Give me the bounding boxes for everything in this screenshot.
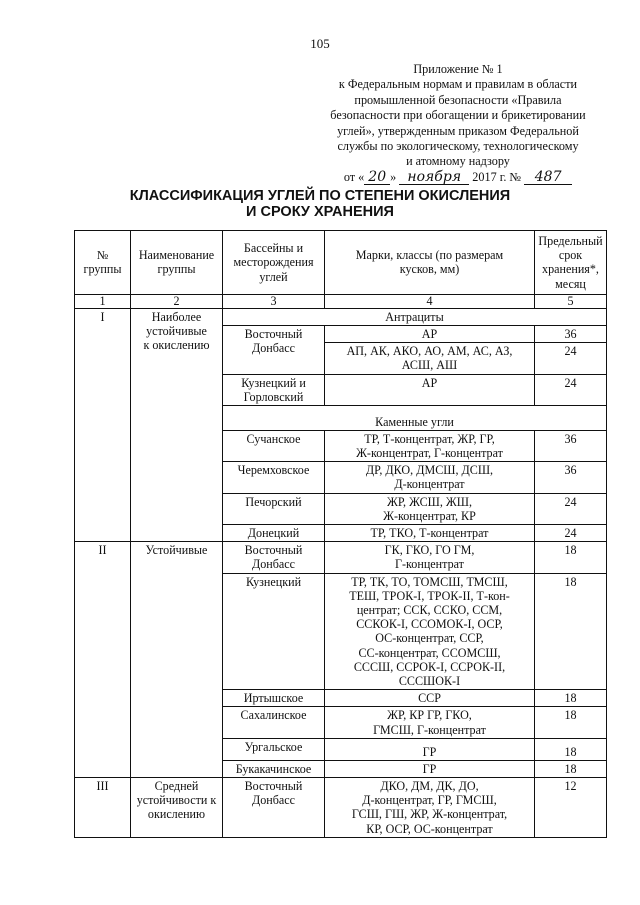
marks-cell: ДР, ДКО, ДМСШ, ДСШ, Д-концентрат: [325, 462, 535, 493]
basin-cell: Букакачинское: [223, 760, 325, 777]
coal-classification-table: [74, 230, 607, 838]
group-name: Наиболее устойчивые к окислению: [131, 308, 223, 541]
header-basin: Бассейны и месторождения углей: [223, 231, 325, 295]
handwritten-day: 20: [364, 171, 390, 185]
marks-cell: ЖР, ЖСШ, ЖШ, Ж-концентрат, КР: [325, 493, 535, 524]
marks-cell: АР: [325, 374, 535, 405]
basin-cell: Восточный Донбасс: [223, 778, 325, 838]
term-cell: 24: [535, 493, 607, 524]
appendix-line: углей», утвержденным приказом Федеральной: [337, 123, 579, 138]
header-marks: Марки, классы (по размерам кусков, мм): [325, 231, 535, 295]
appendix-line: и атомному надзору: [406, 154, 510, 169]
term-cell: 18: [535, 573, 607, 690]
basin-cell: Кузнецкий и Горловский: [223, 374, 325, 405]
date-mid: »: [390, 169, 397, 184]
column-number: 5: [535, 294, 607, 308]
marks-cell: ГК, ГКО, ГО ГМ, Г-концентрат: [325, 542, 535, 573]
marks-cell: ГР: [325, 760, 535, 777]
term-cell: 18: [535, 738, 607, 760]
appendix-line: промышленной безопасности «Правила: [354, 92, 562, 107]
marks-cell: ТР, ТКО, Т-концентрат: [325, 524, 535, 541]
marks-cell: ДКО, ДМ, ДК, ДО, Д-концентрат, ГР, ГМСШ, ГСШ, ГШ, ЖР, Ж-концентрат, КР, ОСР, ОС-концентрат: [325, 778, 535, 838]
term-cell: 18: [535, 542, 607, 573]
table-row: [75, 778, 607, 838]
term-cell: 36: [535, 326, 607, 343]
column-number-row: [75, 294, 607, 308]
title-line-2: И СРОКУ ХРАНЕНИЯ: [246, 204, 394, 220]
column-number: 1: [75, 294, 131, 308]
basin-cell: Восточный Донбасс: [223, 542, 325, 573]
marks-cell: АП, АК, АКО, АО, АМ, АС, АЗ, АСШ, АШ: [325, 343, 535, 374]
basin-cell: Сахалинское: [223, 707, 325, 738]
handwritten-month: ноября: [399, 171, 469, 185]
date-prefix: от «: [343, 169, 365, 184]
table-header-row: [75, 231, 607, 295]
basin-cell: Сучанское: [223, 430, 325, 461]
title-line-1: КЛАССИФИКАЦИЯ УГЛЕЙ ПО СТЕПЕНИ ОКИСЛЕНИЯ: [129, 188, 511, 204]
group-number: III: [75, 778, 131, 838]
marks-cell: АР: [325, 326, 535, 343]
marks-cell: ГР: [325, 738, 535, 760]
coal-category: Каменные угли: [223, 414, 607, 431]
term-cell: 24: [535, 524, 607, 541]
term-cell: 36: [535, 430, 607, 461]
handwritten-order-number: 487: [524, 171, 572, 185]
appendix-block: [318, 62, 598, 185]
basin-cell: Печорский: [223, 493, 325, 524]
group-name: Устойчивые: [131, 542, 223, 778]
header-storage-term: Предельный срок хранения*, месяц: [535, 231, 607, 295]
coal-category: Антрациты: [223, 308, 607, 325]
date-year: 2017 г. №: [472, 169, 522, 184]
header-group-number: № группы: [75, 231, 131, 295]
appendix-line: к Федеральным нормам и правилам в области: [338, 77, 578, 92]
group-number: II: [75, 542, 131, 778]
basin-cell: Восточный Донбасс: [223, 326, 325, 375]
term-cell: 18: [535, 707, 607, 738]
page-number: 105: [310, 36, 330, 51]
term-cell: 18: [535, 760, 607, 777]
basin-cell: Донецкий: [223, 524, 325, 541]
table-row: [75, 308, 607, 325]
basin-cell: Кузнецкий: [223, 573, 325, 690]
appendix-line: безопасности при обогащении и брикетировании: [330, 108, 586, 123]
order-date-line: [318, 170, 598, 185]
column-number: 4: [325, 294, 535, 308]
term-cell: 12: [535, 778, 607, 838]
appendix-line: службы по экологическому, технологическому: [337, 139, 579, 154]
term-cell: 24: [535, 343, 607, 374]
column-number: 2: [131, 294, 223, 308]
table-row: [75, 542, 607, 573]
basin-cell: Черемховское: [223, 462, 325, 493]
term-cell: 36: [535, 462, 607, 493]
group-number: I: [75, 308, 131, 541]
document-title: [0, 188, 640, 220]
term-cell: 24: [535, 374, 607, 405]
header-group-name: Наименование группы: [131, 231, 223, 295]
marks-cell: ТР, ТК, ТО, ТОМСШ, ТМСШ, ТЕШ, ТРОК-I, ТРОК-II, Т-кон- центрат; ССК, ССКО, ССМ, ССКОК-I, ССОМОК-I, ОСР, ОС-концентрат, ССР, СС-концентрат, ССОМСШ, СССШ, ССРОК-I, ССРОК-II, СССШОК-I: [325, 573, 535, 690]
spacer-cell: [223, 406, 607, 414]
group-name: Средней устойчивости к окислению: [131, 778, 223, 838]
term-cell: 18: [535, 690, 607, 707]
marks-cell: ССР: [325, 690, 535, 707]
marks-cell: ЖР, КР ГР, ГКО, ГМСШ, Г-концентрат: [325, 707, 535, 738]
marks-cell: ТР, Т-концентрат, ЖР, ГР, Ж-концентрат, Г-концентрат: [325, 430, 535, 461]
basin-cell: Ургальское: [223, 738, 325, 760]
appendix-line: Приложение № 1: [413, 62, 503, 76]
column-number: 3: [223, 294, 325, 308]
basin-cell: Иртышское: [223, 690, 325, 707]
